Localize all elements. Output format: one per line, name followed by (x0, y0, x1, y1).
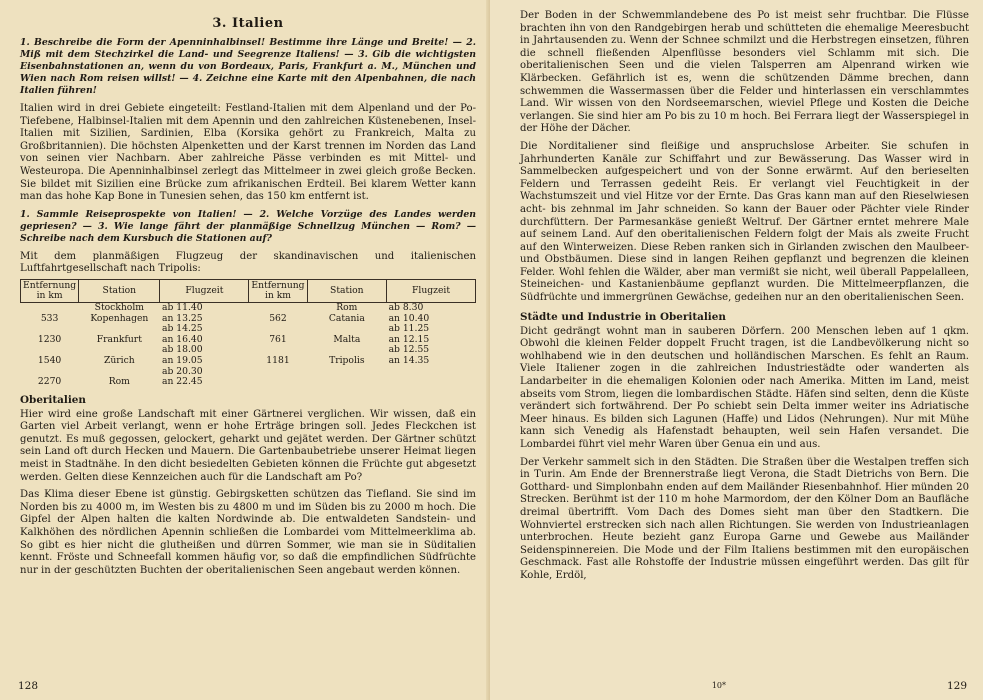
cell-station (307, 367, 386, 378)
cell-flight-time: ab 11.25 (388, 323, 430, 335)
cell-distance (249, 367, 307, 378)
table-header-row (21, 279, 476, 302)
cell-flight-time (387, 377, 476, 388)
cell-station: Zürich (103, 354, 135, 366)
task-list-1: 1. Beschreibe die Form der Apenninhalbinsel! Bestimme ihre Länge und Breite! — 2. Miß mit dem Stechzirkel die Land- und Seegrenze Italiens! — 3. Gib die wichtigsten Eisenbahnstationen an, wenn du von Bordeaux, Paris, Frankfurt a. M., München und Wien nach Rom reisen willst! — 4. Zeichne eine Karte mit den Alpenbahnen, die nach Italien führen! (20, 37, 476, 96)
cell-flight-time: ab 18.00 (161, 344, 203, 356)
cell-flight-time: ab 8.30 (388, 301, 424, 313)
column-header-station: Station (79, 279, 160, 302)
cell-station: Catania (328, 312, 365, 324)
cell-distance (249, 302, 307, 313)
column-header-station: Station (307, 279, 386, 302)
cell-station: Kopenhagen (90, 312, 149, 324)
table-row (21, 367, 476, 378)
cell-flight-time: an 10.40 (388, 312, 430, 324)
cell-station: Malta (333, 333, 361, 345)
table-row (21, 356, 476, 367)
cell-distance (249, 377, 307, 388)
task-list-2: 1. Sammle Reiseprospekte von Italien! — 2. Welche Vorzüge des Landes werden gepriesen? — 3. Wie lange fährt der planmäßige Schnellzug München — Rom? — Schreibe nach dem Kursbuch die Stationen auf? (20, 208, 476, 244)
page-number: 129 (946, 680, 967, 692)
cell-flight-time: an 14.35 (388, 354, 430, 366)
signature-mark: 10* (711, 681, 727, 690)
cell-flight-time: an 13.25 (161, 312, 203, 324)
cell-distance: 1540 (37, 354, 62, 366)
paragraph-soil: Der Boden in der Schwemmlandebene des Po ist meist sehr fruchtbar. Die Flüsse brachten ihn von den Randgebirgen herab und schütteten die ehemalige Meeresbucht in Jahrtausenden zu. Wenn der Schnee schmilzt und die Herbstregen einsetzen, führen die schnell fließenden Alpenflüsse besonders viel Schlamm mit sich. Die oberitalienischen Seen und die vielen Talsperren am Alpenrand wirken wie Klärbecken. Gefährlich ist es, wenn die schützenden Dämme brechen, dann schwemmen die Wassermassen über die Felder und hinterlassen ein verschlammtes Land. Wir wissen von den Nordseemarschen, wieviel Pflege und Kosten die Deiche verlangen. Sie sind hier am Po bis zu 10 m hoch. Bei Ferrara liegt der Wasserspiegel in der Höhe der Dächer. (520, 10, 969, 135)
paragraph-garden: Hier wird eine große Landschaft mit einer Gärtnerei verglichen. Wir wissen, daß ein Garten viel Arbeit verlangt, wenn er hohe Erträge bringen soll. Jedes Fleckchen ist genutzt. Es muß gegossen, gelockert, geharkt und gejätet werden. Der Gärtner schützt sein Land oft durch Hecken und Mauern. Die Gartenbaubetriebe unserer Heimat liegen meist in Stadtnähe. In den dicht besiedelten Gebieten können die Früchte gut abgesetzt werden. Gelten diese Kennzeichen auch für die Landschaft am Po? (20, 408, 476, 483)
flight-schedule-table (20, 279, 476, 388)
column-header-distance: Entfernung in km (249, 279, 307, 302)
column-header-flight-time: Flugzeit (387, 279, 476, 302)
paragraph-regions: Italien wird in drei Gebiete eingeteilt: Festland-Italien mit dem Alpenland und der Po-Tiefebene, Halbinsel-Italien mit dem Apennin und den zahlreichen Küstenebenen, Insel-Italien mit Sizilien, Sardinien, Elba (Korsika gehört zu Frankreich, Malta zu Großbritannien). Die höchsten Alpenketten und der Karst trennen im Norden das Land von seinen vier Nachbarn. Aber zahlreiche Pässe verbinden es mit Mittel- und Westeuropa. Die Apenninhalbinsel zerlegt das Mittelmeer in zwei gleich große Becken. Sie bildet mit Sizilien eine Brücke zum afrikanischen Erdteil. Bei klarem Wetter kann man das hohe Kap Bone in Tunesien sehen, das 150 km entfernt ist. (20, 103, 476, 203)
cell-distance: 562 (269, 312, 287, 324)
cell-flight-time: ab 20.30 (161, 365, 203, 377)
table-intro: Mit dem planmäßigen Flugzeug der skandinavischen und italienischen Luftfahrtgesellschaft nach Tripolis: (20, 250, 476, 275)
cell-distance: 533 (40, 312, 59, 324)
cell-flight-time (387, 367, 476, 378)
section-heading-oberitalien: Oberitalien (20, 393, 86, 406)
cell-flight-time: ab 11.40 (161, 301, 203, 313)
left-page (0, 0, 490, 700)
cell-station: Tripolis (329, 354, 365, 366)
cell-station (307, 377, 386, 388)
column-header-distance: Entfernung in km (21, 279, 79, 302)
paragraph-farming: Die Norditaliener sind fleißige und anspruchslose Arbeiter. Sie schufen in Jahrhunderten Kanäle zur Schiffahrt und zur Bewässerung. Das Wasser wird in Sammelbecken aufgespeichert und von der Sonne erwärmt. Auf den berieselten Feldern und Terrassen gedeiht Reis. Er verlangt viel Feuchtigkeit in der Wachstumszeit und viel Hitze vor der Ernte. Das Gras kann man auf den Rieselwiesen acht- bis zehnmal im Jahr schneiden. So kann der Bauer oder Pächter viele Rinder durchfüttern. Der Parmesankäse genießt Weltruf. Der Gärtner erntet mehrere Male auf seinem Land. Auf den oberitalienischen Feldern folgt der Mais als zweite Frucht auf den Winterweizen. Diese Reben ranken sich in Girlanden zwischen den Maulbeer- und Obstbäumen. Diese sind in langen Reihen gepflanzt und begrenzen die kleinen Felder. Wohl fehlen die Wälder, aber man vermißt sie nicht, weil überall Pappelalleen, Steineichen- und Kastanienbäume gepflanzt wurden. Die Mittelmeerpflanzen, die Südfrüchte und immergrünen Gewächse, gedeihen nur an den oberitalienischen Seen. (520, 140, 969, 304)
cell-distance: 2270 (37, 376, 62, 388)
cell-station: Rom (336, 301, 358, 313)
right-page (490, 0, 983, 700)
column-header-flight-time: Flugzeit (160, 279, 249, 302)
cell-flight-time: an 19.05 (161, 354, 203, 366)
cell-station: Frankfurt (96, 333, 142, 345)
paragraph-climate: Das Klima dieser Ebene ist günstig. Gebirgsketten schützen das Tiefland. Sie sind im Norden bis zu 4000 m, im Westen bis zu 4800 m und im Süden bis zu 2000 m hoch. Die Gipfel der Alpen halten die kalten Nordwinde ab. Die entwaldeten Sandstein- und Kalkhöhen des nördlichen Apennin schließen die Lombardei vom Mittelmeerklima ab. So gibt es hier nicht die glutheißen und dürren Sommer, wie man sie in Süditalien kennt. Fröste und Schneefall kommen häufig vor, so daß die empfindlichen Südfrüchte nur in der geschützten Buchten der oberitalienischen Seen angebaut werden können. (20, 489, 476, 576)
table-row (21, 302, 476, 313)
cell-distance: 761 (269, 333, 287, 345)
paragraph-villages: Dicht gedrängt wohnt man in sauberen Dörfern. 200 Menschen leben auf 1 qkm. Obwohl die kleinen Felder doppelt Frucht tragen, ist die Landbevölkerung nicht so wohlhabend wie in den deutschen und holländischen Marschen. Es fehlt an Raum. Viele Italiener zogen in die zahlreichen Industriestädte oder wanderten als Landarbeiter in die ehemaligen Kolonien oder nach Amerika. Mitten im Land, meist abseits vom Strom, liegen die lombardischen Städte. Häfen sind selten, denn die Küste verändert sich fortwährend. Der Po schiebt sein Delta immer weiter ins Adriatische Meer hinaus. Es bilden sich Lagunen (Haffe) und Lidos (Nehrungen). Nur mit Mühe kann sich Venedig als Hafenstadt behaupten, weil sein Hafen versandet. Die Lombardei führt viel mehr Waren über Genua ein und aus. (520, 325, 969, 450)
cell-distance (21, 302, 79, 313)
cell-flight-time: an 22.45 (161, 376, 203, 388)
table-body (21, 302, 476, 387)
table-row (21, 377, 476, 388)
cell-station: Stockholm (94, 301, 144, 313)
cell-flight-time: an 12.15 (388, 333, 430, 345)
chapter-title: 3. Italien (212, 16, 284, 31)
page-number: 128 (18, 680, 39, 692)
paragraph-traffic: Der Verkehr sammelt sich in den Städten. Die Straßen über die Westalpen treffen sich in Turin. Am Ende der Brennerstraße liegt Verona, die Stadt Dietrichs von Bern. Die Gotthard- und Simplonbahn enden auf dem Mailänder Riesenbahnhof. Hier münden 20 Strecken. Berühmt ist der 110 m hohe Marmordom, der den Kölner Dom an Baufläche dreimal übertrifft. Vom Dach des Domes sieht man über den Stadtkern. Die Wohnviertel erstrecken sich nach allen Richtungen. Sie werden von Industrieanlagen unterbrochen. Heute bezieht ganz Europa Garne und Gewebe aus Mailänder Seidenspinnereien. Die Mode und der Film Italiens bestimmen mit den europäischen Geschmack. Fast alle Rohstoffe der Industrie müssen eingeführt werden. Das gilt für Kohle, Erdöl, (520, 456, 969, 581)
cell-flight-time: an 16.40 (161, 333, 203, 345)
cell-distance: 1230 (37, 333, 62, 345)
cell-distance: 1181 (266, 354, 290, 366)
cell-flight-time: ab 14.25 (161, 323, 203, 335)
section-heading-cities: Städte und Industrie in Oberitalien (520, 310, 726, 323)
cell-flight-time: ab 12.55 (388, 344, 430, 356)
cell-station: Rom (108, 376, 130, 388)
